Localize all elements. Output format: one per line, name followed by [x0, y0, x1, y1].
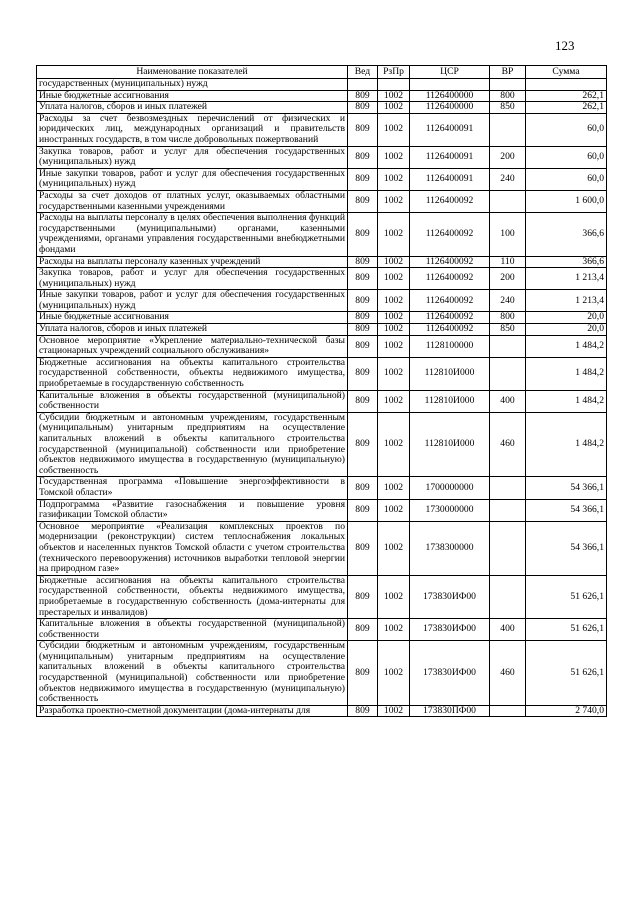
cell-rzpr: 1002: [378, 146, 410, 168]
cell-csr: [410, 79, 490, 91]
cell-vr: [490, 575, 526, 618]
cell-ved: 809: [348, 499, 378, 521]
cell-ved: 809: [348, 412, 378, 477]
cell-csr: 1126400092: [410, 256, 490, 268]
cell-vr: [490, 190, 526, 212]
cell-vr: 460: [490, 641, 526, 706]
cell-rzpr: 1002: [378, 324, 410, 336]
cell-rzpr: 1002: [378, 335, 410, 357]
cell-ved: 809: [348, 256, 378, 268]
cell-ved: 809: [348, 641, 378, 706]
cell-sum: 1 600,0: [526, 190, 607, 212]
column-header-sum: Сумма: [526, 66, 607, 79]
cell-rzpr: [378, 79, 410, 91]
cell-ved: 809: [348, 146, 378, 168]
cell-csr: 1126400092: [410, 268, 490, 290]
table-row: [37, 499, 607, 521]
cell-ved: 809: [348, 213, 378, 256]
column-header-ved: Вед: [348, 66, 378, 79]
table-row: [37, 390, 607, 412]
cell-ved: 809: [348, 357, 378, 390]
cell-sum: 54 366,1: [526, 477, 607, 499]
cell-vr: [490, 79, 526, 91]
cell-name: государственных (муниципальных) нужд: [37, 79, 348, 91]
cell-rzpr: 1002: [378, 190, 410, 212]
cell-sum: 366,6: [526, 256, 607, 268]
cell-sum: 1 213,4: [526, 268, 607, 290]
cell-vr: 200: [490, 268, 526, 290]
cell-name: Государственная программа «Повышение энергоэффективности в Томской области»: [37, 477, 348, 499]
cell-name: Капитальные вложения в объекты государственной (муниципальной) собственности: [37, 390, 348, 412]
cell-sum: 2 740,0: [526, 705, 607, 717]
table-row: [37, 168, 607, 190]
budget-table: [36, 65, 607, 717]
cell-vr: [490, 499, 526, 521]
table-row: [37, 90, 607, 102]
cell-ved: 809: [348, 619, 378, 641]
cell-vr: 800: [490, 312, 526, 324]
cell-name: Иные закупки товаров, работ и услуг для обеспечения государственных (муниципальных) нужд: [37, 168, 348, 190]
cell-csr: 173830ИФ00: [410, 575, 490, 618]
cell-name: Закупка товаров, работ и услуг для обеспечения государственных (муниципальных) нужд: [37, 146, 348, 168]
cell-name: Расходы за счет доходов от платных услуг, оказываемых областными государственными казенными учреждениями: [37, 190, 348, 212]
cell-csr: 1730000000: [410, 499, 490, 521]
cell-sum: 1 484,2: [526, 390, 607, 412]
cell-rzpr: 1002: [378, 641, 410, 706]
table-row: [37, 190, 607, 212]
cell-name: Закупка товаров, работ и услуг для обеспечения государственных (муниципальных) нужд: [37, 268, 348, 290]
cell-ved: 809: [348, 190, 378, 212]
cell-name: Субсидии бюджетным и автономным учреждениям, государственным (муниципальным) унитарным предприятиям на осуществление капитальных вложений в объекты капитального строительства государственной (муниципальной) собственности или приобретение объектов недвижимого имущества в государственную (муниципальную) собственность: [37, 412, 348, 477]
cell-sum: 1 484,2: [526, 335, 607, 357]
cell-vr: 850: [490, 324, 526, 336]
cell-rzpr: 1002: [378, 213, 410, 256]
cell-sum: 20,0: [526, 312, 607, 324]
cell-rzpr: 1002: [378, 256, 410, 268]
table-row: [37, 256, 607, 268]
cell-csr: 1126400092: [410, 312, 490, 324]
table-row: [37, 521, 607, 575]
cell-ved: 809: [348, 477, 378, 499]
cell-rzpr: 1002: [378, 705, 410, 717]
cell-name: Бюджетные ассигнования на объекты капитального строительства государственной собственности, объекты недвижимого имущества, приобретаемые в государственную собственность (дома-интернаты для престарелых и инвалидов): [37, 575, 348, 618]
cell-ved: 809: [348, 324, 378, 336]
table-row: [37, 268, 607, 290]
cell-sum: 20,0: [526, 324, 607, 336]
cell-rzpr: 1002: [378, 290, 410, 312]
cell-csr: 1126400091: [410, 146, 490, 168]
cell-csr: 173830ИФ00: [410, 619, 490, 641]
cell-sum: 366,6: [526, 213, 607, 256]
cell-name: Подпрограмма «Развитие газоснабжения и повышение уровня газификации Томской области»: [37, 499, 348, 521]
table-row: [37, 619, 607, 641]
cell-rzpr: 1002: [378, 113, 410, 146]
cell-csr: 112810И000: [410, 412, 490, 477]
cell-sum: 262,1: [526, 102, 607, 114]
cell-name: Капитальные вложения в объекты государственной (муниципальной) собственности: [37, 619, 348, 641]
table-row: [37, 575, 607, 618]
cell-csr: 1700000000: [410, 477, 490, 499]
table-row: [37, 312, 607, 324]
cell-csr: 1126400092: [410, 324, 490, 336]
cell-ved: 809: [348, 521, 378, 575]
cell-name: Уплата налогов, сборов и иных платежей: [37, 324, 348, 336]
cell-name: Иные бюджетные ассигнования: [37, 90, 348, 102]
cell-rzpr: 1002: [378, 499, 410, 521]
cell-sum: 60,0: [526, 146, 607, 168]
cell-name: Основное мероприятие «Укрепление материально-технической базы стационарных учреждений социального обслуживания»: [37, 335, 348, 357]
cell-name: Расходы за счет безвозмездных перечислений от физических и юридических лиц, международных организаций и правительств иностранных государств, в том числе добровольных пожертвований: [37, 113, 348, 146]
table-row: [37, 412, 607, 477]
cell-sum: 60,0: [526, 113, 607, 146]
cell-csr: 1126400000: [410, 90, 490, 102]
cell-ved: 809: [348, 335, 378, 357]
cell-rzpr: 1002: [378, 575, 410, 618]
cell-rzpr: 1002: [378, 90, 410, 102]
table-row: [37, 290, 607, 312]
cell-rzpr: 1002: [378, 357, 410, 390]
cell-rzpr: 1002: [378, 477, 410, 499]
table-row: [37, 705, 607, 717]
cell-csr: 1126400092: [410, 190, 490, 212]
cell-sum: 54 366,1: [526, 521, 607, 575]
cell-ved: 809: [348, 268, 378, 290]
cell-name: Иные закупки товаров, работ и услуг для обеспечения государственных (муниципальных) нужд: [37, 290, 348, 312]
cell-csr: 173830ПФ00: [410, 705, 490, 717]
cell-name: Иные бюджетные ассигнования: [37, 312, 348, 324]
cell-vr: [490, 705, 526, 717]
cell-vr: [490, 357, 526, 390]
cell-sum: 51 626,1: [526, 619, 607, 641]
cell-name: Расходы на выплаты персоналу казенных учреждений: [37, 256, 348, 268]
table-header-row: [37, 66, 607, 79]
cell-ved: 809: [348, 312, 378, 324]
cell-name: Основное мероприятие «Реализация комплексных проектов по модернизации (реконструкции) систем теплоснабжения локальных объектов и населенных пунктов Томской области с учетом строительства (технического перевооружения) источников выработки тепловой энергии на природном газе»: [37, 521, 348, 575]
cell-sum: [526, 79, 607, 91]
cell-name: Разработка проектно-сметной документации (дома-интернаты для: [37, 705, 348, 717]
cell-sum: 51 626,1: [526, 641, 607, 706]
cell-ved: 809: [348, 705, 378, 717]
cell-rzpr: 1002: [378, 619, 410, 641]
table-row: [37, 324, 607, 336]
cell-rzpr: 1002: [378, 268, 410, 290]
cell-sum: 1 213,4: [526, 290, 607, 312]
cell-vr: [490, 477, 526, 499]
column-header-rzpr: РзПр: [378, 66, 410, 79]
cell-name: Уплата налогов, сборов и иных платежей: [37, 102, 348, 114]
column-header-vr: ВР: [490, 66, 526, 79]
cell-vr: 850: [490, 102, 526, 114]
cell-sum: 51 626,1: [526, 575, 607, 618]
cell-rzpr: 1002: [378, 412, 410, 477]
cell-sum: 1 484,2: [526, 412, 607, 477]
table-row: [37, 113, 607, 146]
cell-csr: 1126400092: [410, 290, 490, 312]
cell-name: Расходы на выплаты персоналу в целях обеспечения выполнения функций государственными (муниципальными) органами, казенными учреждениями, органами управления государственными внебюджетными фондами: [37, 213, 348, 256]
page-number: 123: [555, 38, 575, 53]
table-row: [37, 146, 607, 168]
cell-vr: [490, 335, 526, 357]
cell-ved: 809: [348, 290, 378, 312]
cell-sum: 60,0: [526, 168, 607, 190]
cell-vr: 200: [490, 146, 526, 168]
cell-name: Бюджетные ассигнования на объекты капитального строительства государственной собственности, объекты недвижимого имущества, приобретаемые в государственную собственность: [37, 357, 348, 390]
cell-csr: 1126400091: [410, 168, 490, 190]
cell-csr: 1126400091: [410, 113, 490, 146]
column-header-csr: ЦСР: [410, 66, 490, 79]
cell-sum: 1 484,2: [526, 357, 607, 390]
table-row: [37, 79, 607, 91]
cell-csr: 1126400000: [410, 102, 490, 114]
table-row: [37, 477, 607, 499]
cell-csr: 1126400092: [410, 213, 490, 256]
cell-csr: 173830ИФ00: [410, 641, 490, 706]
cell-ved: 809: [348, 575, 378, 618]
table-row: [37, 357, 607, 390]
column-header-name: Наименование показателей: [37, 66, 348, 79]
cell-sum: 262,1: [526, 90, 607, 102]
table-row: [37, 213, 607, 256]
cell-rzpr: 1002: [378, 168, 410, 190]
cell-ved: 809: [348, 168, 378, 190]
table-row: [37, 102, 607, 114]
cell-csr: 1128100000: [410, 335, 490, 357]
cell-ved: [348, 79, 378, 91]
cell-vr: [490, 521, 526, 575]
cell-vr: 460: [490, 412, 526, 477]
cell-vr: 100: [490, 213, 526, 256]
cell-rzpr: 1002: [378, 390, 410, 412]
cell-rzpr: 1002: [378, 312, 410, 324]
cell-ved: 809: [348, 90, 378, 102]
table-body: [37, 79, 607, 717]
cell-csr: 1738300000: [410, 521, 490, 575]
cell-rzpr: 1002: [378, 102, 410, 114]
cell-name: Субсидии бюджетным и автономным учреждениям, государственным (муниципальным) унитарным предприятиям на осуществление капитальных вложений в объекты капитального строительства государственной (муниципальной) собственности или приобретение объектов недвижимого имущества в государственную (муниципальную) собственность: [37, 641, 348, 706]
table-row: [37, 335, 607, 357]
cell-rzpr: 1002: [378, 521, 410, 575]
cell-vr: 800: [490, 90, 526, 102]
table-row: [37, 641, 607, 706]
cell-vr: 400: [490, 390, 526, 412]
cell-vr: 240: [490, 168, 526, 190]
cell-vr: 400: [490, 619, 526, 641]
cell-csr: 112810И000: [410, 357, 490, 390]
cell-ved: 809: [348, 102, 378, 114]
cell-vr: [490, 113, 526, 146]
cell-ved: 809: [348, 113, 378, 146]
cell-vr: 110: [490, 256, 526, 268]
cell-csr: 112810И000: [410, 390, 490, 412]
cell-ved: 809: [348, 390, 378, 412]
cell-sum: 54 366,1: [526, 499, 607, 521]
cell-vr: 240: [490, 290, 526, 312]
